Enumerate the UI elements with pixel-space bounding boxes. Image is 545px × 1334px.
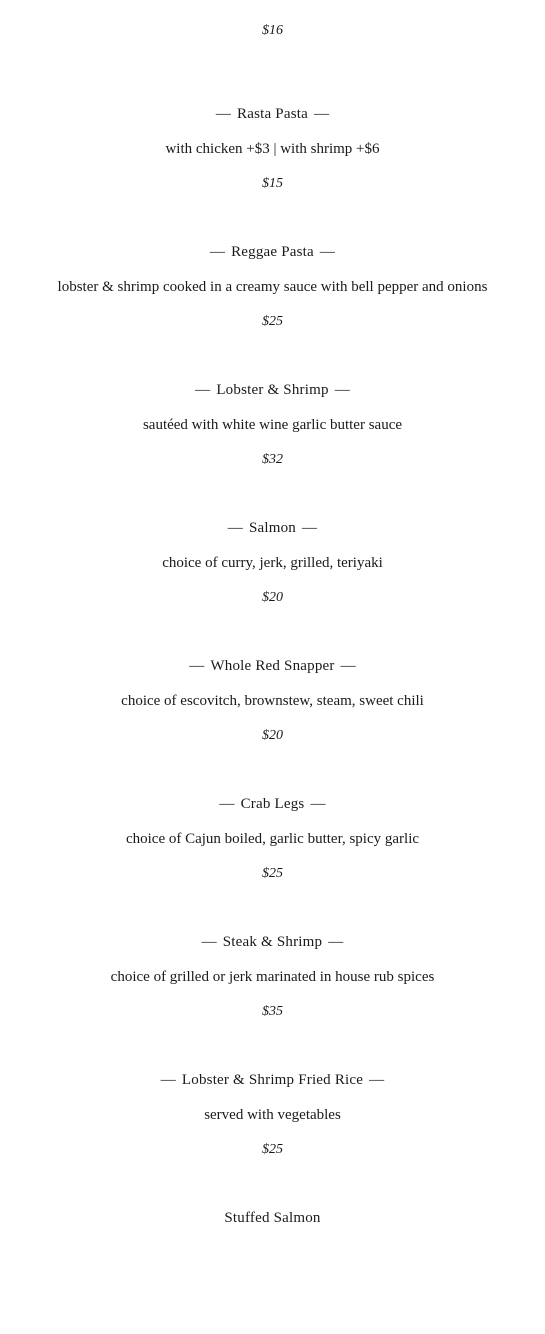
dash-right: — xyxy=(328,934,344,950)
menu-item-steak-shrimp xyxy=(0,920,545,1058)
dash-left: — xyxy=(189,658,205,674)
dash-right: — xyxy=(340,658,356,674)
menu-item-description: choice of escovitch, brownstew, steam, sweet chili xyxy=(121,693,424,709)
menu-item-price: $25 xyxy=(262,314,283,329)
dash-right: — xyxy=(334,382,350,398)
menu-item-price: $16 xyxy=(262,23,283,38)
menu-item-name: — Lobster & Shrimp Fried Rice — xyxy=(160,1072,385,1088)
menu-item-lobster-shrimp-fried-rice xyxy=(0,1058,545,1196)
menu-item-name: — Lobster & Shrimp — xyxy=(195,382,350,398)
dash-left: — xyxy=(209,244,226,260)
menu-item-description: choice of curry, jerk, grilled, teriyaki xyxy=(162,555,383,571)
menu-item-rasta-pasta xyxy=(0,92,545,230)
menu-item-reggae-pasta xyxy=(0,230,545,368)
menu-item-description: choice of Cajun boiled, garlic butter, spicy garlic xyxy=(125,831,420,847)
menu-item-description: lobster & shrimp cooked in a creamy sauce with bell pepper and onions xyxy=(57,279,488,295)
menu-item-name: — Whole Red Snapper — xyxy=(189,658,356,674)
menu-item-price: $15 xyxy=(262,176,283,191)
dash-right: — xyxy=(310,796,326,812)
dash-left: — xyxy=(201,934,217,950)
dash-left: — xyxy=(219,796,235,812)
menu-item-name: — Reggae Pasta — xyxy=(209,244,336,260)
dash-left: — xyxy=(215,106,232,122)
menu-item-oxtail xyxy=(0,0,545,92)
menu-item-price: $20 xyxy=(262,728,283,743)
menu-item-lobster-shrimp xyxy=(0,368,545,506)
menu-item-salmon xyxy=(0,506,545,644)
menu-item-name: — Salmon — xyxy=(227,520,318,536)
menu-item-description: served with vegetables xyxy=(204,1107,341,1123)
menu-item-description: choice of grilled or jerk marinated in house rub spices xyxy=(110,969,435,985)
menu-item-price: $25 xyxy=(262,866,283,881)
dash-right: — xyxy=(369,1072,385,1088)
menu-item-price: $35 xyxy=(262,1004,283,1019)
dash-right: — xyxy=(313,106,330,122)
dash-left: — xyxy=(160,1072,176,1088)
dash-left: — xyxy=(195,382,211,398)
menu-item-price: $25 xyxy=(262,1142,283,1157)
menu-item-name: Stuffed Salmon xyxy=(224,1210,321,1226)
menu-item-crab-legs xyxy=(0,782,545,920)
menu-item-description: with chicken +$3 | with shrimp +$6 xyxy=(165,141,380,157)
menu-item-name: — Steak & Shrimp — xyxy=(201,934,344,950)
menu-item-name: — Crab Legs — xyxy=(219,796,326,812)
menu-item-name: — Rasta Pasta — xyxy=(215,106,330,122)
dash-right: — xyxy=(302,520,318,536)
menu-item-description: sautéed with white wine garlic butter sauce xyxy=(142,417,403,433)
dash-left: — xyxy=(227,520,243,536)
menu-item-price: $32 xyxy=(262,452,283,467)
menu-item-whole-red-snapper xyxy=(0,644,545,782)
menu-item-stuffed-salmon xyxy=(0,1196,545,1334)
dash-right: — xyxy=(319,244,336,260)
menu-item-price: $20 xyxy=(262,590,283,605)
